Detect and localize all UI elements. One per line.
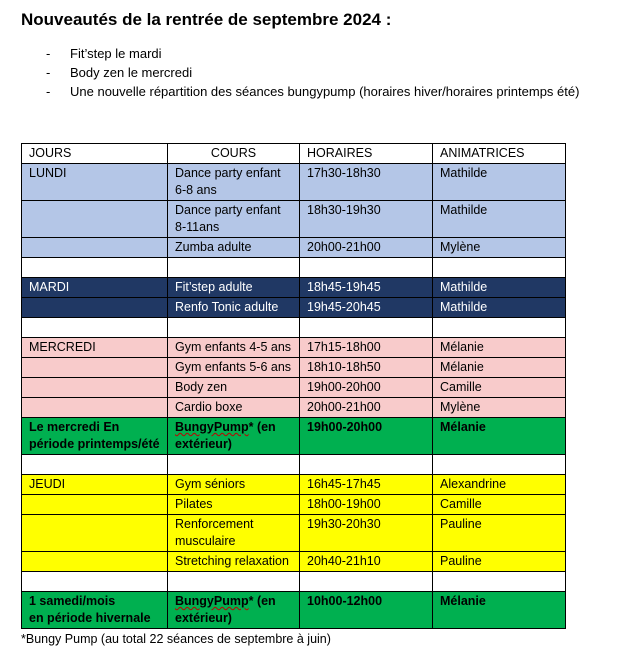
- cell-cours: Renfo Tonic adulte: [168, 298, 300, 318]
- cell-cours: Body zen: [168, 378, 300, 398]
- cell-horaire: 10h00-12h00: [300, 592, 433, 629]
- cell-jour: [22, 515, 168, 552]
- cell-cours: Gym enfants 5-6 ans: [168, 358, 300, 378]
- cell-horaire: 19h00-20h00: [300, 378, 433, 398]
- cell-animatrice: Mylène: [433, 398, 566, 418]
- spacer-row: [22, 258, 566, 278]
- bullet-dash: -: [46, 46, 51, 61]
- jour-line-1: 1 samedi/mois: [29, 594, 116, 608]
- cell-horaire: 18h45-19h45: [300, 278, 433, 298]
- cell-cours: Zumba adulte: [168, 238, 300, 258]
- cell-horaire: 19h00-20h00: [300, 418, 433, 455]
- cell-jour: [22, 495, 168, 515]
- cell-horaire: 20h40-21h10: [300, 552, 433, 572]
- table-row: [22, 515, 566, 552]
- table-row: [22, 552, 566, 572]
- cell-jour: MARDI: [22, 278, 168, 298]
- list-item: [46, 44, 579, 63]
- table-row: [22, 278, 566, 298]
- table-row: [22, 164, 566, 201]
- cell-horaire: 19h45-20h45: [300, 298, 433, 318]
- table-row: [22, 338, 566, 358]
- cell-horaire: 18h10-18h50: [300, 358, 433, 378]
- cell-animatrice: Mathilde: [433, 201, 566, 238]
- cell-cours: Cardio boxe: [168, 398, 300, 418]
- cell-jour: [22, 358, 168, 378]
- cell-animatrice: Camille: [433, 378, 566, 398]
- cell-animatrice: Mélanie: [433, 418, 566, 455]
- cell-animatrice: Mathilde: [433, 298, 566, 318]
- cell-jour: [22, 238, 168, 258]
- cell-jour: [22, 298, 168, 318]
- cell-animatrice: Mylène: [433, 238, 566, 258]
- cell-horaire: 17h30-18h30: [300, 164, 433, 201]
- bungypump-label: BungyPump: [175, 594, 249, 608]
- cell-animatrice: Mathilde: [433, 278, 566, 298]
- cell-jour: [22, 201, 168, 238]
- table-row: [22, 495, 566, 515]
- cours-suffix: * (en extérieur): [175, 594, 276, 625]
- footnote: *Bungy Pump (au total 22 séances de septembre à juin): [21, 632, 331, 646]
- cell-animatrice: Mélanie: [433, 592, 566, 629]
- bungypump-label: BungyPump: [175, 420, 249, 434]
- header-jours: JOURS: [22, 144, 168, 164]
- cell-jour: JEUDI: [22, 475, 168, 495]
- cell-horaire: 18h30-19h30: [300, 201, 433, 238]
- cell-animatrice: Mathilde: [433, 164, 566, 201]
- cell-cours: Fit’step adulte: [168, 278, 300, 298]
- cell-animatrice: Alexandrine: [433, 475, 566, 495]
- table-row: [22, 238, 566, 258]
- spacer-row: [22, 318, 566, 338]
- bullet-dash: -: [46, 65, 51, 80]
- table-row: [22, 358, 566, 378]
- cell-animatrice: Camille: [433, 495, 566, 515]
- cours-suffix: * (en extérieur): [175, 420, 276, 451]
- cell-horaire: 17h15-18h00: [300, 338, 433, 358]
- table-row: [22, 475, 566, 495]
- header-cours: COURS: [168, 144, 300, 164]
- cell-horaire: 20h00-21h00: [300, 238, 433, 258]
- cell-animatrice: Mélanie: [433, 358, 566, 378]
- cell-animatrice: Pauline: [433, 552, 566, 572]
- list-item: [46, 82, 579, 101]
- cell-horaire: 20h00-21h00: [300, 398, 433, 418]
- cell-jour: [22, 378, 168, 398]
- table-header-row: [22, 144, 566, 164]
- list-item: [46, 63, 579, 82]
- cell-cours: Dance party enfant 6-8 ans: [168, 164, 300, 201]
- header-horaires: HORAIRES: [300, 144, 433, 164]
- cell-cours: Renforcement musculaire: [168, 515, 300, 552]
- cell-cours: Gym séniors: [168, 475, 300, 495]
- cell-cours: Pilates: [168, 495, 300, 515]
- cell-cours: [168, 592, 300, 629]
- cell-animatrice: Pauline: [433, 515, 566, 552]
- spacer-row: [22, 455, 566, 475]
- jour-line-2: en période hivernale: [29, 611, 151, 625]
- cell-horaire: 19h30-20h30: [300, 515, 433, 552]
- table-row: [22, 418, 566, 455]
- cell-jour: LUNDI: [22, 164, 168, 201]
- cell-horaire: 18h00-19h00: [300, 495, 433, 515]
- cell-cours: Gym enfants 4-5 ans: [168, 338, 300, 358]
- table-row: [22, 592, 566, 629]
- cell-cours: [168, 418, 300, 455]
- bullet-dash: -: [46, 84, 51, 99]
- cell-horaire: 16h45-17h45: [300, 475, 433, 495]
- cell-jour: Le mercredi En période printemps/été: [22, 418, 168, 455]
- cell-animatrice: Mélanie: [433, 338, 566, 358]
- cell-jour: MERCREDI: [22, 338, 168, 358]
- news-list: [46, 44, 579, 101]
- cell-jour: [22, 552, 168, 572]
- list-item-text: Une nouvelle répartition des séances bungypump (horaires hiver/horaires printemps été): [70, 84, 580, 99]
- schedule-table: [21, 143, 566, 629]
- cell-cours: Stretching relaxation: [168, 552, 300, 572]
- header-animatrices: ANIMATRICES: [433, 144, 566, 164]
- table-row: [22, 378, 566, 398]
- table-row: [22, 398, 566, 418]
- cell-jour: [22, 592, 168, 629]
- spacer-row: [22, 572, 566, 592]
- list-item-text: Body zen le mercredi: [70, 65, 193, 80]
- table-row: [22, 201, 566, 238]
- table-row: [22, 298, 566, 318]
- page-title: Nouveautés de la rentrée de septembre 2024 :: [21, 10, 392, 29]
- cell-jour: [22, 398, 168, 418]
- cell-cours: Dance party enfant 8-11ans: [168, 201, 300, 238]
- list-item-text: Fit’step le mardi: [70, 46, 162, 61]
